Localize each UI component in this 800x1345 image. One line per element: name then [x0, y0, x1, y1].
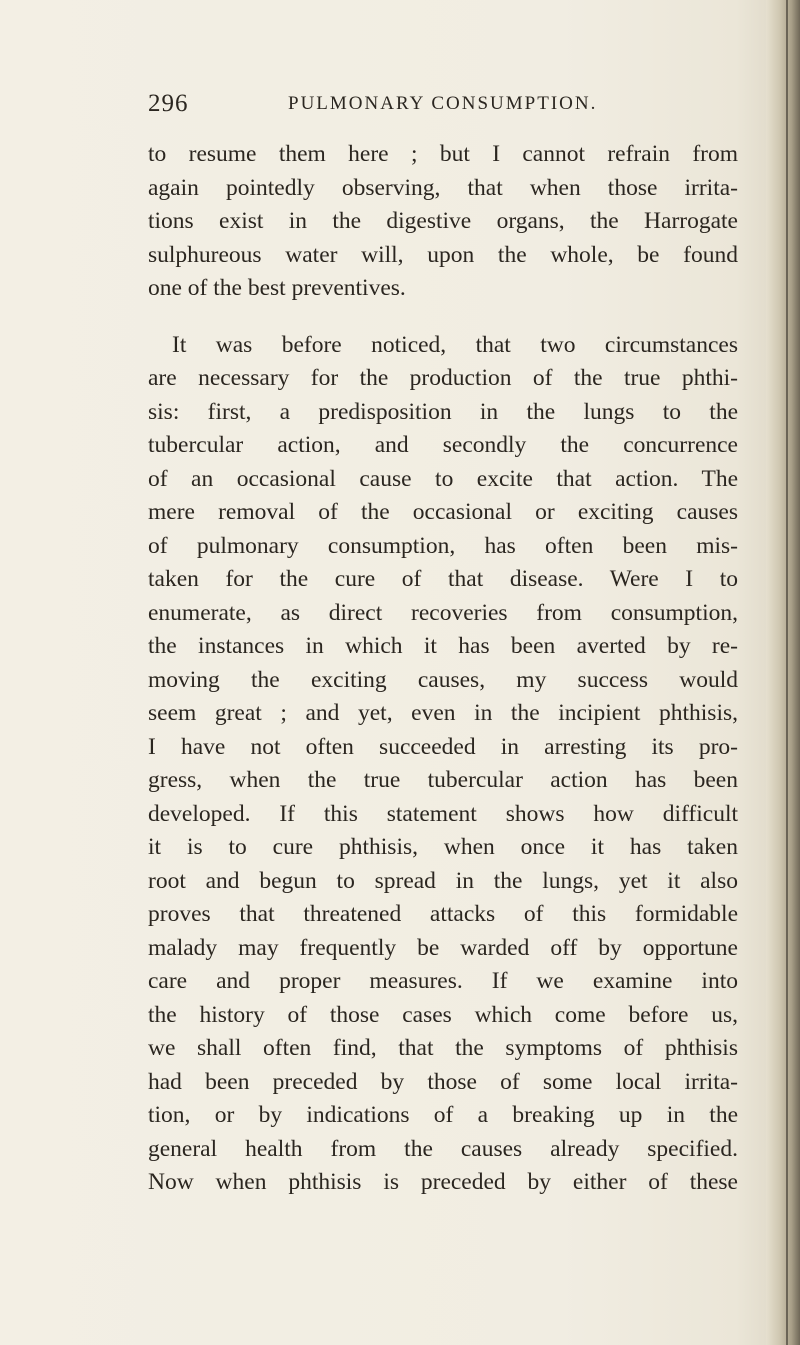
body-text [148, 138, 738, 1200]
text-line: moving the exciting causes, my success would [148, 666, 738, 693]
text-line: tion, or by indications of a breaking up in the [148, 1102, 738, 1128]
text-line: proves that threatened attacks of this formidable [148, 901, 738, 927]
text-line: tions exist in the digestive organs, the Harrogate [148, 208, 738, 234]
text-line: malady may frequently be warded off by opportune [148, 934, 738, 961]
text-line: one of the best preventives. [148, 275, 406, 301]
text-line: of an occasional cause to excite that action. The [148, 465, 738, 492]
text-line: the instances in which it has been averted by re- [148, 633, 738, 659]
text-line: gress, when the true tubercular action has been [148, 767, 738, 793]
text-line: enumerate, as direct recoveries from consumption, [148, 599, 738, 626]
page-header [148, 90, 748, 120]
text-line: sis: first, a predisposition in the lungs to the [148, 398, 738, 425]
running-title: PULMONARY CONSUMPTION. [288, 93, 598, 114]
paragraph-2 [148, 329, 738, 1200]
text-line: we shall often find, that the symptoms of phthisis [148, 1035, 738, 1061]
text-line: of pulmonary consumption, has often been mis- [148, 532, 738, 559]
page-number: 296 [148, 90, 189, 117]
text-line: again pointedly observing, that when those irrita- [148, 174, 738, 201]
text-line: It was before noticed, that two circumstances [172, 331, 738, 358]
page-edge-shadow [786, 0, 788, 1345]
page-binding-edge [766, 0, 800, 1345]
text-line: it is to cure phthisis, when once it has taken [148, 834, 738, 860]
text-line: had been preceded by those of some local irrita- [148, 1068, 738, 1095]
text-line: tubercular action, and secondly the concurrence [148, 432, 738, 458]
text-line: mere removal of the occasional or exciting causes [148, 499, 738, 525]
text-line: seem great ; and yet, even in the incipient phthisis, [148, 700, 738, 726]
text-line: developed. If this statement shows how difficult [148, 800, 738, 827]
paragraph-gap [148, 306, 738, 329]
text-line: I have not often succeeded in arresting its pro- [148, 733, 738, 760]
paragraph-1 [148, 138, 738, 306]
text-line: taken for the cure of that disease. Were I to [148, 566, 738, 592]
text-line: Now when phthisis is preceded by either of these [148, 1169, 738, 1195]
text-line: general health from the causes already specified. [148, 1135, 738, 1162]
text-line: the history of those cases which come before us, [148, 1001, 738, 1028]
text-line: sulphureous water will, upon the whole, be found [148, 241, 738, 268]
text-line: to resume them here ; but I cannot refrain from [148, 141, 738, 167]
text-line: care and proper measures. If we examine into [148, 968, 738, 994]
text-line: are necessary for the production of the true phthi- [148, 365, 738, 391]
text-line: root and begun to spread in the lungs, yet it also [148, 867, 738, 894]
